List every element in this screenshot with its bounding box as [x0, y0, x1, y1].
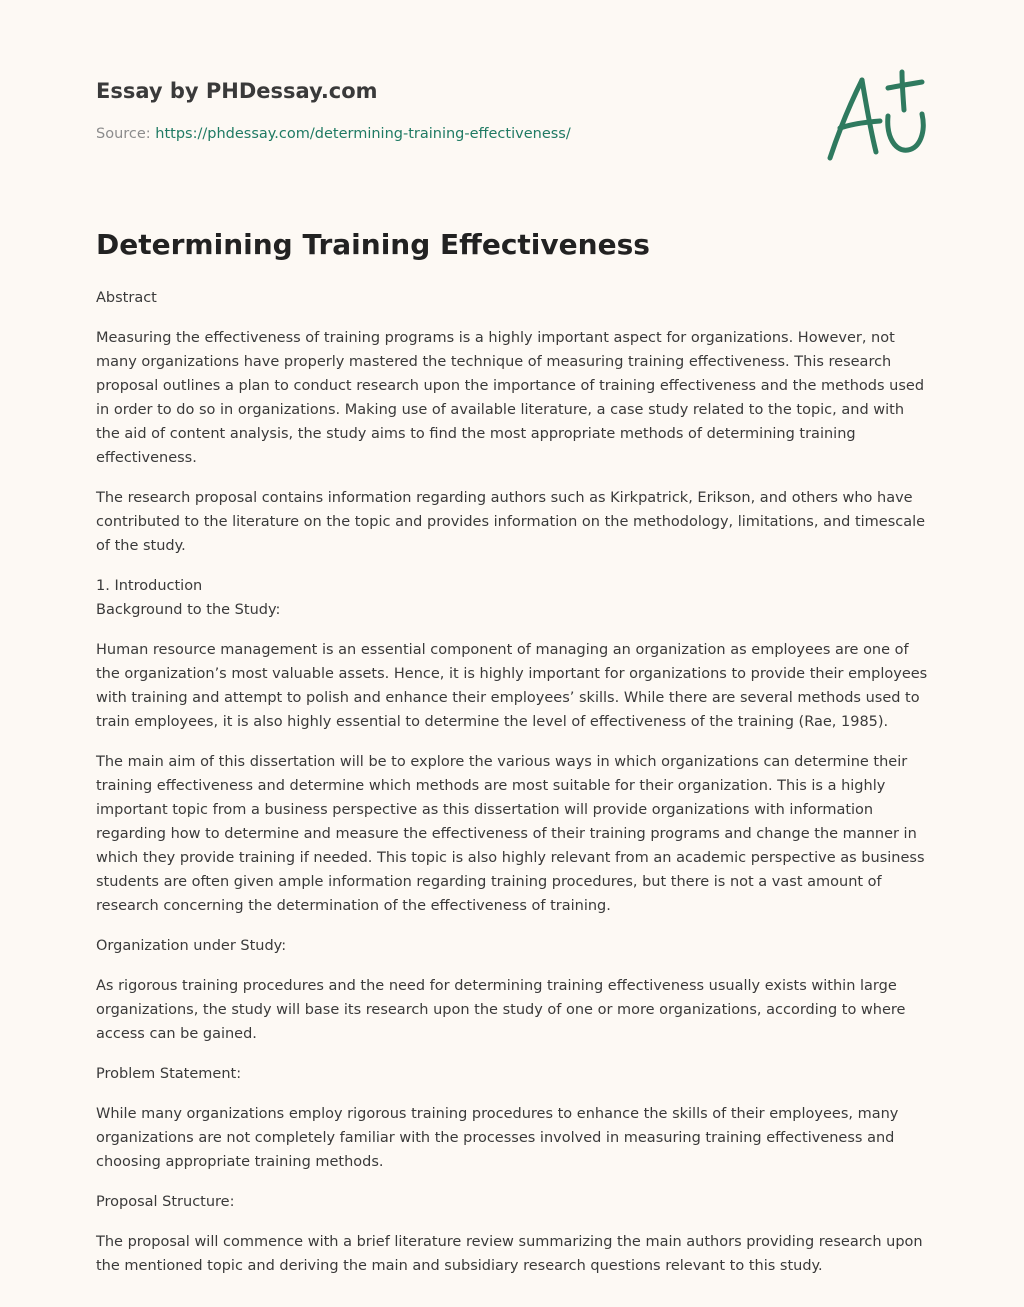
paragraph: As rigorous training procedures and the need for determining training effectiveness usually exists within large organizations, the study will base its research upon the study of one or more organizations, according to where access can be gained.	[96, 978, 906, 1042]
paragraph: The proposal will commence with a brief literature review summarizing the main authors providing research upon the mentioned topic and deriving the main and subsidiary research questions relevant to this study.	[96, 1234, 923, 1274]
paragraph: The main aim of this dissertation will be to explore the various ways in which organizations can determine their training effectiveness and determine which methods are most suitable for their organization. This is a highly important topic from a business perspective as this dissertation will provide organizations with information regarding how to determine and measure the effectiveness of their training programs and change the manner in which they provide training if needed. This topic is also highly relevant from an academic perspective as business students are often given ample information regarding training procedures, but there is not a vast amount of research concerning the determination of the effectiveness of training.	[96, 754, 925, 914]
paragraph-abstract-heading: Abstract	[96, 290, 157, 306]
article-title: Determining Training Effectiveness	[96, 228, 650, 261]
brand-title: Essay by PHDessay.com	[96, 79, 378, 103]
paragraph: While many organizations employ rigorous training procedures to enhance the skills of their employees, many organizations are not completely familiar with the processes involved in measuring training effectiveness and choosing appropriate training methods.	[96, 1106, 899, 1170]
article	[96, 226, 932, 1294]
paragraph-organization-heading: Organization under Study:	[96, 938, 287, 954]
document-header	[96, 78, 932, 178]
source-label: Source:	[96, 126, 156, 142]
paragraph-introduction-heading: 1. Introduction Background to the Study:	[96, 578, 281, 618]
source-link[interactable]: https://phdessay.com/determining-training-effectiveness/	[155, 126, 571, 142]
paragraph-problem-heading: Problem Statement:	[96, 1066, 242, 1082]
source-line	[96, 124, 932, 144]
paragraph-structure-heading: Proposal Structure:	[96, 1194, 235, 1210]
paragraph: Human resource management is an essential component of managing an organization as employees are one of the organization’s most valuable assets. Hence, it is highly important for organizations to provide their employees with training and attempt to polish and enhance their employees’ skills. While there are several methods used to train employees, it is also highly essential to determine the level of effectiveness of the training (Rae, 1985).	[96, 642, 928, 730]
a-plus-logo-icon	[822, 66, 932, 166]
paragraph: The research proposal contains information regarding authors such as Kirkpatrick, Erikson, and others who have contributed to the literature on the topic and provides information on the methodology, limitations, and timescale of the study.	[96, 490, 926, 554]
paragraph: Measuring the effectiveness of training programs is a highly important aspect for organizations. However, not many organizations have properly mastered the technique of measuring training effectiveness. This research proposal outlines a plan to conduct research upon the importance of training effectiveness and the methods used in order to do so in organizations. Making use of available literature, a case study related to the topic, and with the aid of content analysis, the study aims to find the most appropriate methods of determining training effectiveness.	[96, 330, 925, 466]
